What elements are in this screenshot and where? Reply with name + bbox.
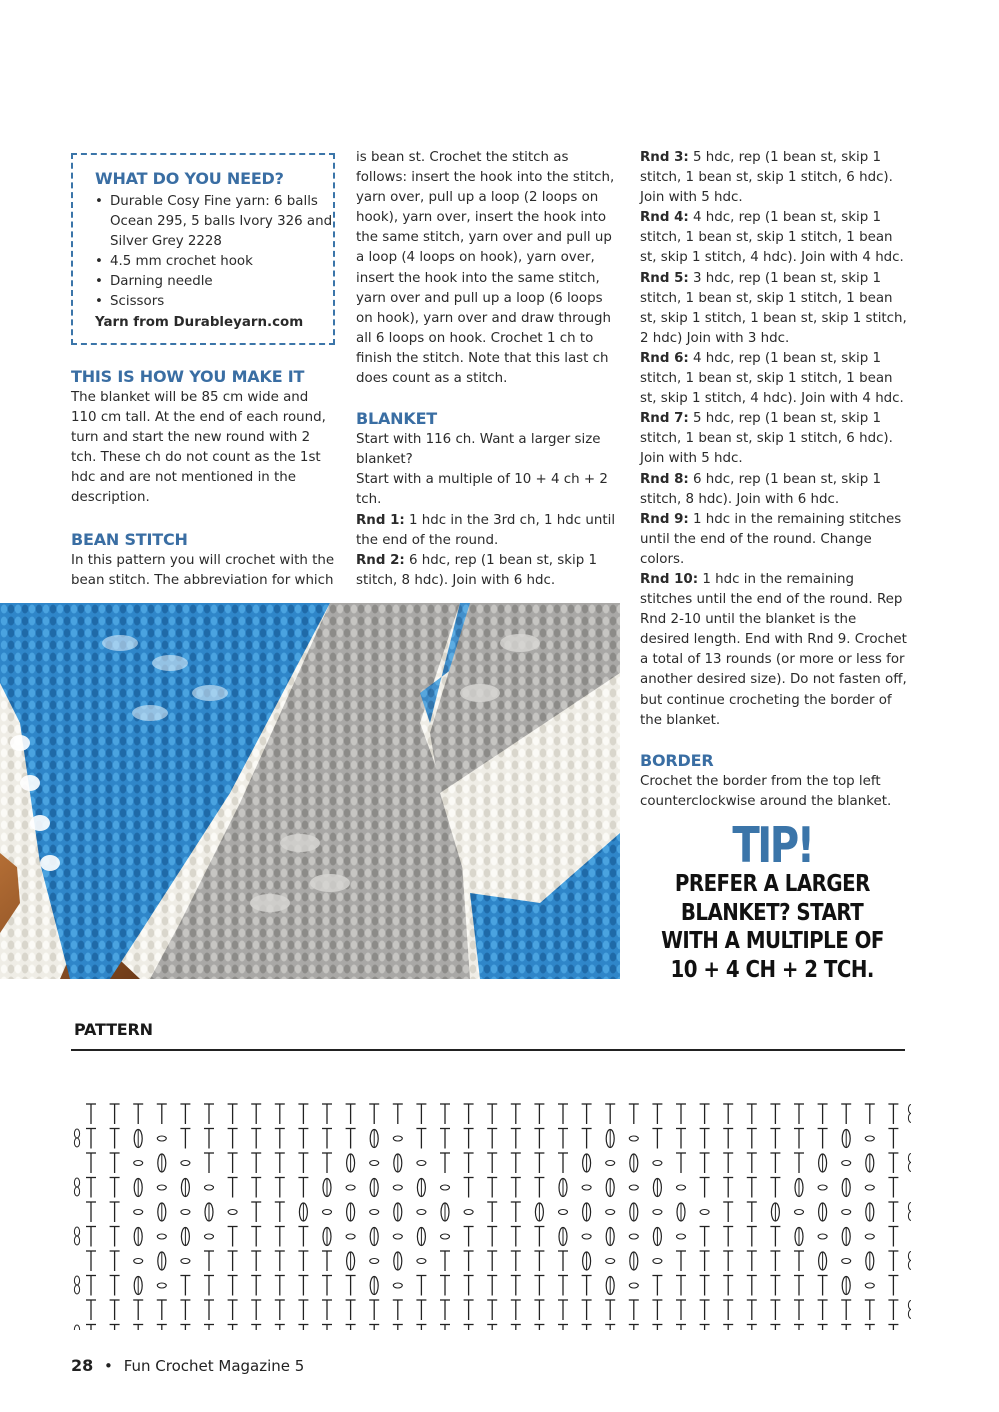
chain-symbol bbox=[818, 1234, 827, 1239]
turning-chain-symbol bbox=[908, 1252, 911, 1261]
turning-chain-symbol bbox=[74, 1325, 79, 1330]
chain-symbol bbox=[417, 1259, 426, 1264]
bean-stitch-text-b: is bean st. Crochet the stitch as follows: insert the hook into the stitch, yarn over, pull up a loop (2 loops on hook), yarn over, insert the hook into the same stitch, yarn over and pull up a loop (4 loops on hook), yarn over, insert the hook into the same stitch, yarn over and pull up a loop (6 loops on hook), yarn over and draw through all 6 loops on hook. Crochet 1 ch to finish the stitch. Note that this last ch does count as a stitch. bbox=[356, 150, 615, 387]
turning-chain-symbol bbox=[74, 1178, 79, 1187]
round-2: Rnd 2: 6 hdc, rep (1 bean st, skip 1 stitch, 8 hdc). Join with 6 hdc. bbox=[356, 552, 598, 588]
blanket-heading: BLANKET bbox=[356, 409, 438, 429]
chain-symbol bbox=[606, 1161, 615, 1166]
chain-symbol bbox=[677, 1234, 686, 1239]
chain-symbol bbox=[157, 1283, 166, 1288]
chain-symbol bbox=[370, 1210, 379, 1215]
chain-symbol bbox=[700, 1210, 709, 1215]
tip-text bbox=[640, 870, 905, 984]
chain-symbol bbox=[205, 1185, 214, 1190]
chain-symbol bbox=[157, 1136, 166, 1141]
chain-symbol bbox=[559, 1210, 568, 1215]
chain-symbol bbox=[181, 1259, 190, 1264]
chain-symbol bbox=[629, 1234, 638, 1239]
chain-symbol bbox=[464, 1210, 473, 1215]
turning-chain-symbol bbox=[74, 1227, 79, 1236]
blanket-photo-illustration bbox=[0, 603, 620, 979]
chain-symbol bbox=[582, 1234, 591, 1239]
chain-symbol bbox=[134, 1161, 143, 1166]
border-heading: BORDER bbox=[640, 750, 714, 770]
crochet-chart bbox=[71, 1090, 911, 1330]
round-8: Rnd 8: 6 hdc, rep (1 bean st, skip 1 stitch, 8 hdc). Join with 6 hdc. bbox=[640, 471, 882, 507]
blanket-photo bbox=[0, 603, 620, 979]
chain-symbol bbox=[393, 1136, 402, 1141]
make-text: The blanket will be 85 cm wide and 110 cm tall. At the end of each round, turn and start the new round with 2 tch. These ch do not count as the 1st hdc and are not mentioned in the description. bbox=[71, 390, 326, 506]
turning-chain-symbol bbox=[908, 1261, 911, 1270]
chain-symbol bbox=[441, 1234, 450, 1239]
turning-chain-symbol bbox=[74, 1187, 79, 1196]
column-right bbox=[640, 148, 908, 812]
footer-bullet: • bbox=[104, 1357, 113, 1375]
turning-chain-symbol bbox=[908, 1163, 911, 1172]
chain-symbol bbox=[865, 1136, 874, 1141]
round-9: Rnd 9: 1 hdc in the remaining stitches until the end of the round. Change colors. bbox=[640, 511, 902, 567]
chain-symbol bbox=[842, 1210, 851, 1215]
chain-symbol bbox=[653, 1161, 662, 1166]
tip-heading: TIP! bbox=[732, 817, 813, 874]
round-5: Rnd 5: 3 hdc, rep (1 bean st, skip 1 stitch, 1 bean st, skip 1 stitch, 1 bean st, skip 1 stitch, 1 bean st, skip 1 stitch, 2 hdc) Join with 3 hdc. bbox=[640, 270, 907, 346]
bean-stitch-text-a: In this pattern you will crochet with the bean stitch. The abbreviation for which bbox=[71, 552, 335, 588]
page-footer bbox=[71, 1356, 304, 1376]
make-heading: THIS IS HOW YOU MAKE IT bbox=[71, 367, 305, 386]
tip-line: BLANKET? START bbox=[681, 899, 864, 926]
chain-symbol bbox=[818, 1185, 827, 1190]
chain-symbol bbox=[181, 1161, 190, 1166]
border-text: Crochet the border from the top left counterclockwise around the blanket. bbox=[640, 773, 892, 809]
chain-symbol bbox=[323, 1210, 332, 1215]
chain-symbol bbox=[677, 1185, 686, 1190]
page-number: 28 bbox=[71, 1356, 94, 1375]
chain-symbol bbox=[865, 1185, 874, 1190]
chain-symbol bbox=[629, 1185, 638, 1190]
chain-symbol bbox=[228, 1210, 237, 1215]
chain-symbol bbox=[134, 1210, 143, 1215]
materials-item: • Durable Cosy Fine yarn: 6 balls Ocean 295, 5 balls Ivory 326 and Silver Grey 2228 bbox=[95, 192, 333, 252]
chain-symbol bbox=[842, 1259, 851, 1264]
chain-symbol bbox=[865, 1283, 874, 1288]
chain-symbol bbox=[417, 1210, 426, 1215]
tip-line: PREFER A LARGER bbox=[675, 871, 870, 897]
materials-heading: WHAT DO YOU NEED? bbox=[95, 169, 284, 188]
chain-symbol bbox=[393, 1283, 402, 1288]
yarn-source: Yarn from Durableyarn.com bbox=[95, 314, 304, 330]
chain-symbol bbox=[653, 1210, 662, 1215]
turning-chain-symbol bbox=[74, 1276, 79, 1285]
materials-box bbox=[71, 153, 335, 345]
turning-chain-symbol bbox=[908, 1203, 911, 1212]
turning-chain-symbol bbox=[908, 1114, 911, 1123]
chain-symbol bbox=[653, 1259, 662, 1264]
materials-item: • 4.5 mm crochet hook bbox=[95, 252, 333, 272]
blanket-intro: Start with 116 ch. Want a larger size blanket? bbox=[356, 432, 601, 468]
chain-symbol bbox=[629, 1283, 638, 1288]
chain-symbol bbox=[865, 1234, 874, 1239]
chain-symbol bbox=[842, 1161, 851, 1166]
turning-chain-symbol bbox=[74, 1285, 79, 1294]
turning-chain-symbol bbox=[74, 1236, 79, 1245]
pattern-divider bbox=[71, 1049, 905, 1051]
round-1: Rnd 1: 1 hdc in the 3rd ch, 1 hdc until the end of the round. bbox=[356, 512, 616, 548]
turning-chain-symbol bbox=[74, 1138, 79, 1147]
bean-stitch-heading: BEAN STITCH bbox=[71, 529, 188, 549]
chain-symbol bbox=[795, 1210, 804, 1215]
materials-list bbox=[95, 192, 333, 313]
chain-symbol bbox=[346, 1234, 355, 1239]
round-3: Rnd 3: 5 hdc, rep (1 bean st, skip 1 stitch, 1 bean st, skip 1 stitch, 6 hdc). Join with 5 hdc. bbox=[640, 150, 893, 206]
tip-line: WITH A MULTIPLE OF bbox=[661, 928, 884, 954]
column-left bbox=[71, 366, 335, 591]
chain-symbol bbox=[181, 1210, 190, 1215]
turning-chain-symbol bbox=[74, 1129, 79, 1138]
chain-symbol bbox=[370, 1161, 379, 1166]
chain-symbol bbox=[157, 1185, 166, 1190]
turning-chain-symbol bbox=[908, 1105, 911, 1114]
chain-symbol bbox=[582, 1185, 591, 1190]
round-7: Rnd 7: 5 hdc, rep (1 bean st, skip 1 stitch, 1 bean st, skip 1 stitch, 6 hdc). Join with 5 hdc. bbox=[640, 411, 893, 467]
chain-symbol bbox=[393, 1185, 402, 1190]
materials-item: • Scissors bbox=[95, 292, 333, 312]
materials-item: • Darning needle bbox=[95, 272, 333, 292]
chain-symbol bbox=[441, 1185, 450, 1190]
chain-symbol bbox=[393, 1234, 402, 1239]
column-middle bbox=[356, 148, 618, 591]
chain-symbol bbox=[606, 1259, 615, 1264]
round-6: Rnd 6: 4 hdc, rep (1 bean st, skip 1 stitch, 1 bean st, skip 1 stitch, 1 bean st, skip 1 stitch, 4 hdc). Join with 4 hdc. bbox=[640, 350, 904, 407]
turning-chain-symbol bbox=[908, 1310, 911, 1319]
chain-symbol bbox=[205, 1234, 214, 1239]
chain-symbol bbox=[157, 1234, 166, 1239]
round-4: Rnd 4: 4 hdc, rep (1 bean st, skip 1 stitch, 1 bean st, skip 1 stitch, 1 bean st, skip 1 stitch, 4 hdc). Join with 4 hdc. bbox=[640, 210, 904, 266]
chain-symbol bbox=[606, 1210, 615, 1215]
round-10: Rnd 10: 1 hdc in the remaining stitches until the end of the round. Rep Rnd 2-10 until the blanket is the desired length. End with Rnd 9. Crochet a total of 13 rounds (or more or less for another desired size). Do not fasten off, but continue crocheting the border of the blanket. bbox=[640, 571, 907, 728]
chain-symbol bbox=[346, 1185, 355, 1190]
tip-line: 10 + 4 CH + 2 TCH. bbox=[670, 956, 875, 983]
magazine-name: Fun Crochet Magazine 5 bbox=[123, 1357, 305, 1375]
chain-symbol bbox=[629, 1136, 638, 1141]
blanket-intro-2: Start with a multiple of 10 + 4 ch + 2 tch. bbox=[356, 472, 608, 508]
chain-symbol bbox=[370, 1259, 379, 1264]
chain-symbol bbox=[417, 1161, 426, 1166]
turning-chain-symbol bbox=[908, 1301, 911, 1310]
turning-chain-symbol bbox=[908, 1212, 911, 1221]
chain-symbol bbox=[134, 1259, 143, 1264]
pattern-heading: PATTERN bbox=[74, 1020, 153, 1039]
turning-chain-symbol bbox=[908, 1154, 911, 1163]
